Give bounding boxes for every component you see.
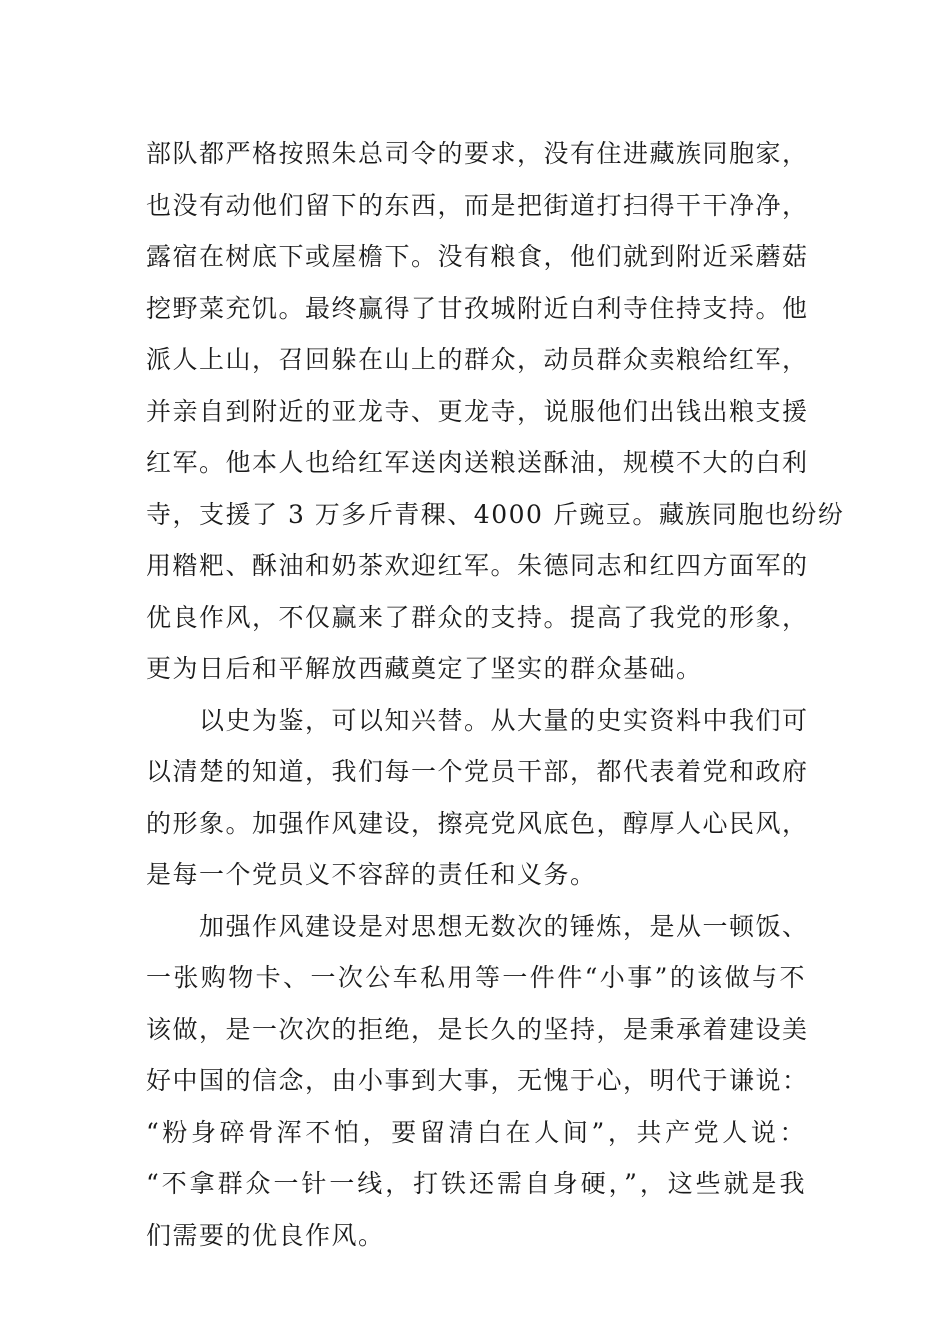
paragraph-2 <box>146 695 809 901</box>
text-line: 红军。他本人也给红军送肉送粮送酥油，规模不大的白利 <box>146 448 809 477</box>
text-line: 加强作风建设是对思想无数次的锤炼，是从一顿饭、 <box>146 911 809 941</box>
body-text <box>146 128 845 1261</box>
text-line: 是每一个党员义不容辞的责任和义务。 <box>146 860 597 889</box>
text-line: 挖野菜充饥。最终赢得了甘孜城附近白利寺住持支持。他 <box>146 293 809 323</box>
paragraph-3 <box>146 901 809 1262</box>
text-line: 以清楚的知道，我们每一个党员干部，都代表着党和政府 <box>146 757 809 786</box>
text-line: 更为日后和平解放西藏奠定了坚实的群众基础。 <box>146 654 703 683</box>
text-line: 派人上山，召回躲在山上的群众，动员群众卖粮给红军， <box>146 345 809 374</box>
text-line: 用糌粑、酥油和奶茶欢迎红军。朱德同志和红四方面军的 <box>146 551 809 580</box>
text-line: 的形象。加强作风建设，擦亮党风底色，醇厚人心民风， <box>146 808 809 838</box>
text-line: 优良作风，不仅赢来了群众的支持。提高了我党的形象， <box>146 602 809 632</box>
text-line: 露宿在树底下或屋檐下。没有粮食，他们就到附近采蘑菇 <box>146 242 809 271</box>
text-line: 好中国的信念，由小事到大事，无愧于心，明代于谦说： <box>146 1066 809 1095</box>
text-line: 以史为鉴，可以知兴替。从大量的史实资料中我们可 <box>146 705 809 735</box>
text-line: 一张购物卡、一次公车私用等一件件“小事”的该做与不 <box>146 963 806 992</box>
paragraph-1 <box>146 128 845 695</box>
text-line: 并亲自到附近的亚龙寺、更龙寺，说服他们出钱出粮支援 <box>146 396 809 426</box>
text-line: “不拿群众一针一线，打铁还需自身硬，”，这些就是我 <box>146 1169 806 1198</box>
text-line: 也没有动他们留下的东西，而是把街道打扫得干干净净， <box>146 190 809 220</box>
text-line: 们需要的优良作风。 <box>146 1220 385 1250</box>
text-line: 该做，是一次次的拒绝，是长久的坚持，是秉承着建设美 <box>146 1014 809 1044</box>
text-line: 寺，支援了 3 万多斤青稞、4000 斤豌豆。藏族同胞也纷纷 <box>146 499 845 529</box>
text-line: “粉身碎骨浑不怕，要留清白在人间”，共产党人说： <box>146 1117 806 1147</box>
text-line: 部队都严格按照朱总司令的要求，没有住进藏族同胞家， <box>146 139 809 168</box>
